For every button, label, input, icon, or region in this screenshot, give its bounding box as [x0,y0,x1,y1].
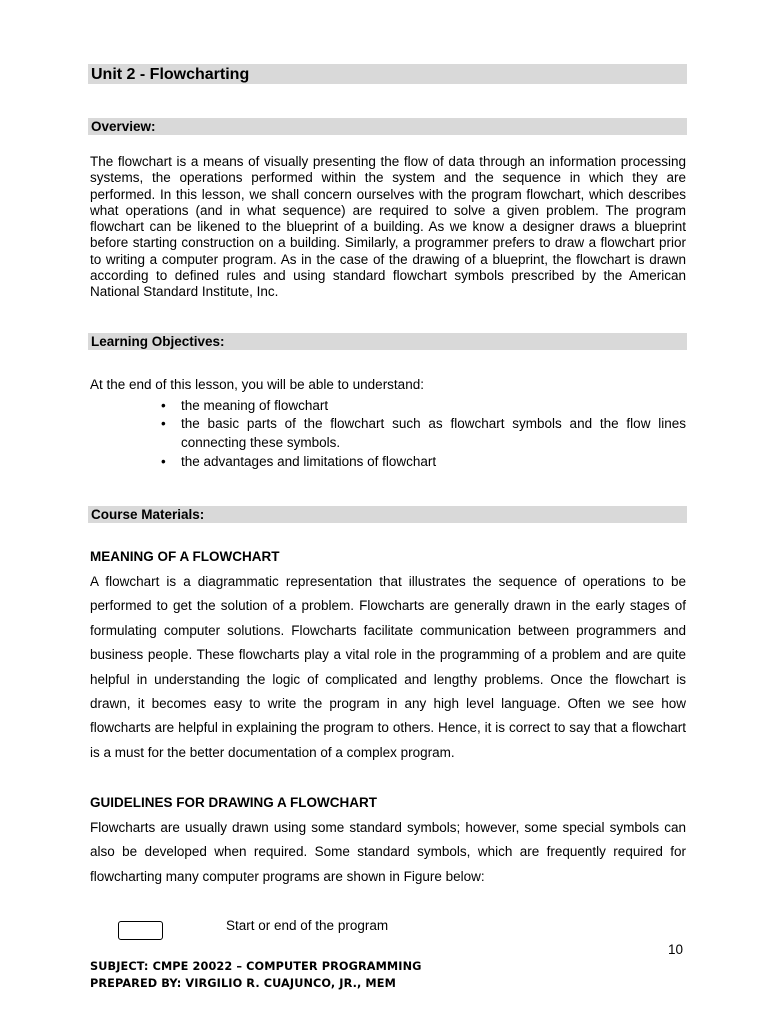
bullet-icon: • [161,398,166,413]
page-number: 10 [668,942,684,957]
guidelines-heading: GUIDELINES FOR DRAWING A FLOWCHART [90,795,377,810]
overview-paragraph: The flowchart is a means of visually presenting the flow of data through an information processing systems, the operations performed within the system and the sequence in which they are performed. In this lesson, we shall concern ourselves with the program flowchart, which describes what operations (and in what sequence) are required to solve a given problem. The program flowchart can be likened to the blueprint of a building. As we know a designer draws a blueprint before starting construction on a building. Similarly, a programmer prefers to draw a flowchart prior to writing a computer program. As in the case of the drawing of a blueprint, the flowchart is drawn according to defined rules and using standard flowchart symbols prescribed by the American National Standard Institute, Inc. [90,154,686,300]
terminal-symbol-label: Start or end of the program [226,918,389,933]
list-item [161,452,686,471]
objectives-list [161,396,686,472]
meaning-heading: MEANING OF A FLOWCHART [90,549,280,564]
list-item [161,415,686,452]
meaning-paragraph: A flowchart is a diagrammatic representation that illustrates the sequence of operations to be performed to get the solution of a problem. Flowcharts are generally drawn in the early stages of formulating computer solutions. Flowcharts facilitate communication between programmers and business people. These flowcharts play a vital role in the programming of a problem and are quite helpful in understanding the logic of complicated and lengthy problems. Once the flowchart is drawn, it becomes easy to write the program in any high level language. Often we see how flowcharts are helpful in explaining the program to others. Hence, it is correct to say that a flowchart is a must for the better documentation of a complex program. [90,574,686,760]
unit-title: Unit 2 - Flowcharting [88,64,687,84]
guidelines-paragraph: Flowcharts are usually drawn using some standard symbols; however, some special symbols can also be developed when required. Some standard symbols, which are frequently required for flowcharting many computer programs are shown in Figure below: [90,820,686,884]
list-item-text: the basic parts of the flowchart such as flowchart symbols and the flow lines connecting these symbols. [181,416,686,450]
footer-subject: SUBJECT: CMPE 20022 – COMPUTER PROGRAMMING [90,960,422,973]
bullet-icon: • [161,454,166,470]
terminal-symbol-icon [118,921,163,940]
list-item [161,396,686,415]
footer-prepared-by: PREPARED BY: VIRGILIO R. CUAJUNCO, JR., MEM [90,977,396,990]
list-item-text: the meaning of flowchart [181,398,329,413]
objectives-intro: At the end of this lesson, you will be able to understand: [90,377,424,392]
list-item-text: the advantages and limitations of flowchart [181,454,437,470]
bullet-icon: • [161,416,166,432]
course-materials-heading: Course Materials: [88,506,687,523]
overview-heading: Overview: [88,118,687,135]
learning-objectives-heading: Learning Objectives: [88,333,687,350]
